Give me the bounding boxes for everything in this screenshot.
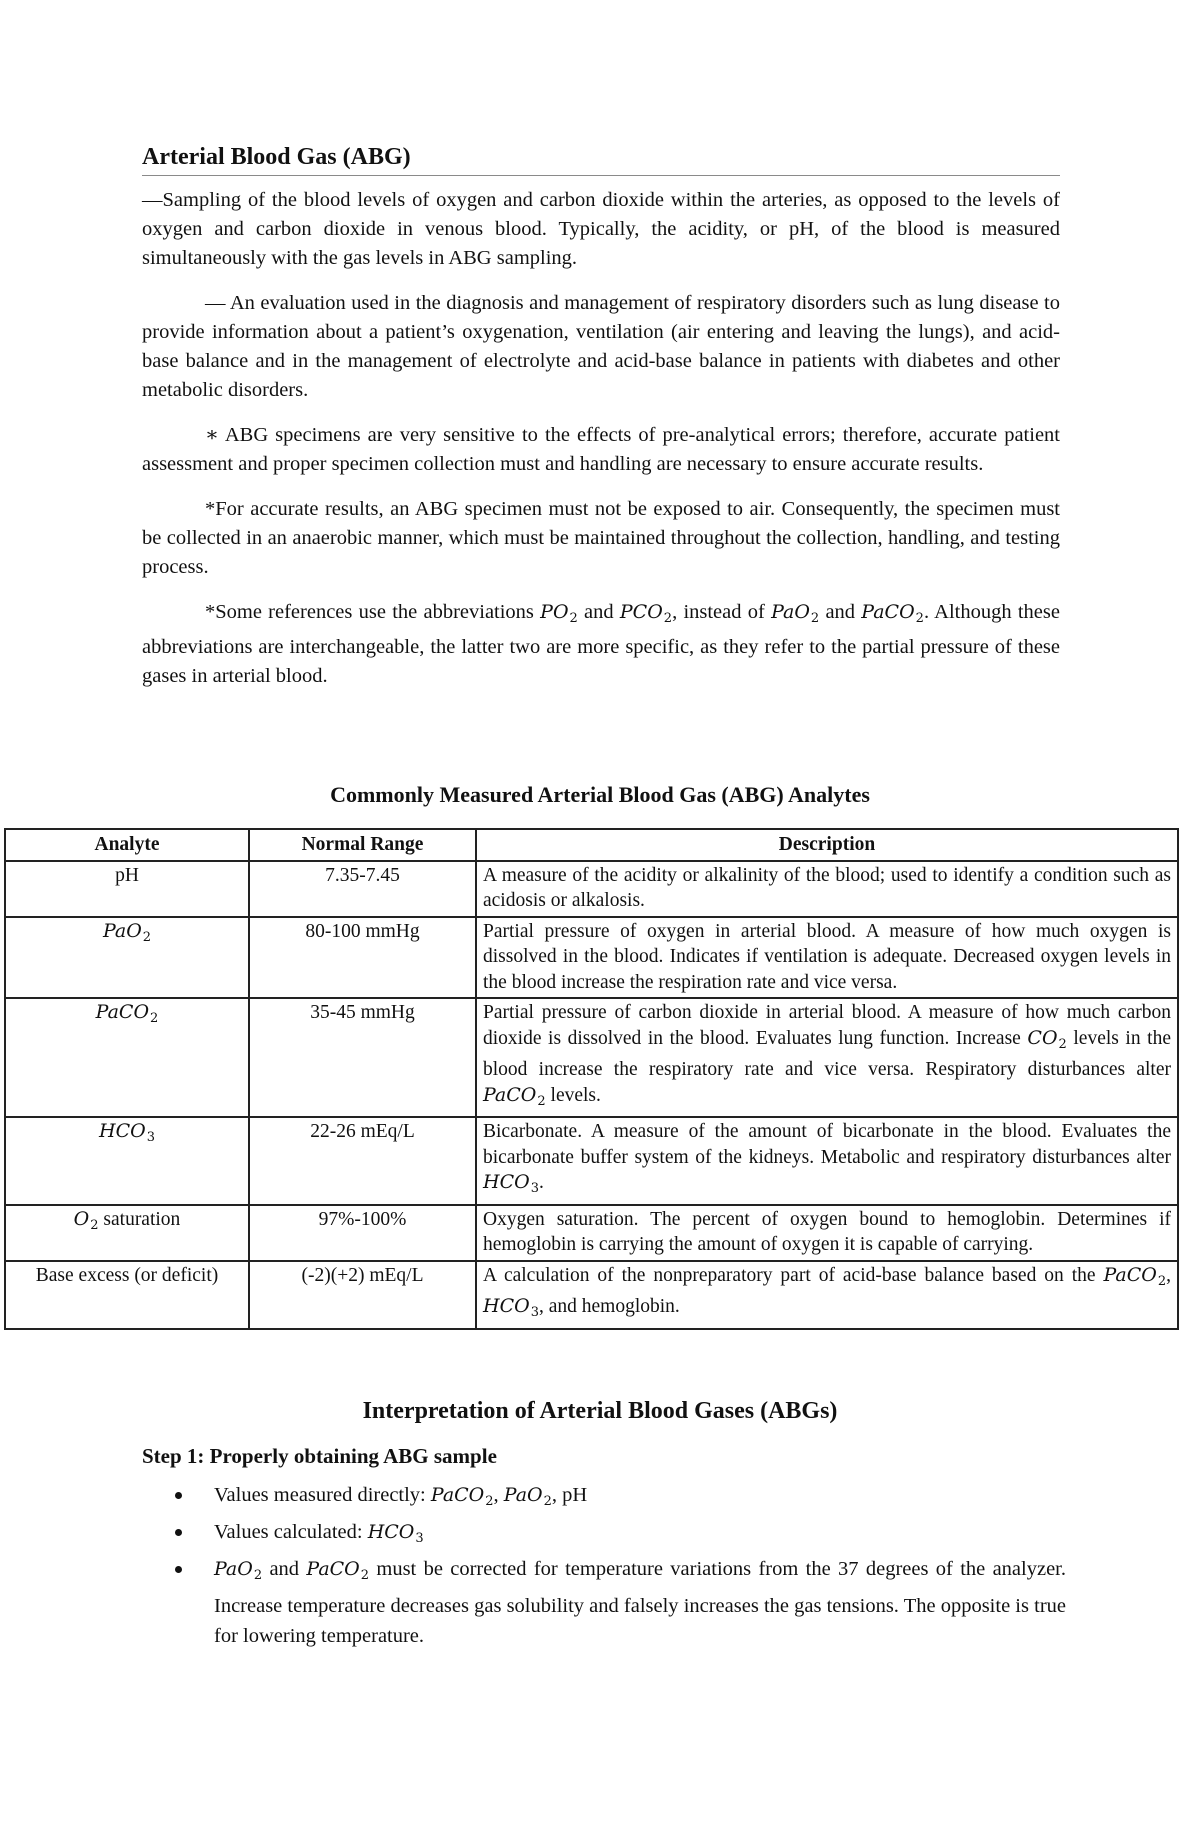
abg-analytes-table: [4, 828, 1179, 1330]
analyte-cell: pH: [5, 861, 249, 917]
description-cell: A measure of the acidity or alkalinity of the blood; used to identify a condition such as acidosis or alkalosis.: [476, 861, 1178, 917]
description-cell: Oxygen saturation. The percent of oxygen bound to hemoglobin. Determines if hemoglobin is carrying the amount of oxygen it is capable of carrying.: [476, 1205, 1178, 1261]
table-row: [5, 1261, 1178, 1329]
table-row: [5, 861, 1178, 917]
description-cell: Bicarbonate. A measure of the amount of bicarbonate in the blood. Evaluates the bicarbonate buffer system of the kidneys. Metabolic and respiratory disturbances alter $HCO_3$.: [476, 1117, 1178, 1205]
abg-section: [142, 142, 1060, 707]
step-1-title: Step 1: Properly obtaining ABG sample: [142, 1444, 497, 1468]
range-cell: 80-100 mmHg: [249, 917, 476, 999]
table-title: Commonly Measured Arterial Blood Gas (ABG) Analytes: [330, 782, 870, 807]
description-cell: A calculation of the nonpreparatory part of acid-base balance based on the PaCO$_2$, $HCO_3$, and hemoglobin.: [476, 1261, 1178, 1329]
interpretation-title: Interpretation of Arterial Blood Gases (ABGs): [362, 1398, 838, 1424]
range-cell: 97%-100%: [249, 1205, 476, 1261]
analyte-cell: PaCO$_2$: [5, 998, 249, 1117]
table-row: [5, 998, 1178, 1117]
analyte-cell: Base excess (or deficit): [5, 1261, 249, 1329]
header-description: Description: [476, 829, 1178, 861]
bullet-icon: [175, 1529, 182, 1536]
analyte-cell: PaO$_2$: [5, 917, 249, 999]
table-header-row: [5, 829, 1178, 861]
table-row: [5, 1117, 1178, 1205]
bullet-icon: [175, 1566, 182, 1573]
list-item: Values measured directly: PaCO$_2$, PaO$_2$, pH: [142, 1480, 1066, 1517]
paragraph-anaerobic-note: *For accurate results, an ABG specimen must not be exposed to air. Consequently, the specimen must be collected in an anaerobic manner, which must be maintained throughout the collection, handling, and testing process.: [142, 498, 1060, 578]
header-normal-range: Normal Range: [249, 829, 476, 861]
paragraph-abbreviations-note: *Some references use the abbreviations $PO_2$ and $PCO_2$, instead of PaO$_2$ and PaCO$_2$. Although these abbreviations are interchangeable, the latter two are more specific, as they refer to the partial pressure of these gases in arterial blood.: [142, 601, 1060, 687]
analyte-cell: $HCO_3$: [5, 1117, 249, 1205]
analyte-cell: $O_2$ saturation: [5, 1205, 249, 1261]
section-title: Arterial Blood Gas (ABG): [142, 142, 1060, 176]
paragraph-preanalytical-note: ∗ ABG specimens are very sensitive to the effects of pre-analytical errors; therefore, accurate patient assessment and proper specimen collection must and handling are necessary to ensure accurate results.: [142, 424, 1060, 475]
header-analyte: Analyte: [5, 829, 249, 861]
paragraph-definition: —Sampling of the blood levels of oxygen and carbon dioxide within the arteries, as opposed to the levels of oxygen and carbon dioxide in venous blood. Typically, the acidity, or pH, of the blood is measured simultaneously with the gas levels in ABG sampling.: [142, 189, 1060, 269]
formula-pco2: $PCO_2$: [619, 601, 673, 626]
table-row: [5, 917, 1178, 999]
step-1-bullet-list: [142, 1480, 1066, 1651]
list-item: Values calculated: $HCO_3$: [142, 1517, 1066, 1554]
range-cell: (-2)(+2) mEq/L: [249, 1261, 476, 1329]
paragraph-evaluation: — An evaluation used in the diagnosis and management of respiratory disorders such as lung disease to provide information about a patient’s oxygenation, ventilation (air entering and leaving the lungs), and acid- base balance and in the management of electrolyte and acid-base balance in patients with diabetes and other metabolic disorders.: [142, 292, 1060, 401]
description-cell: Partial pressure of oxygen in arterial blood. A measure of how much oxygen is dissolved in the blood. Indicates if ventilation is adequate. Decreased oxygen levels in the blood increase the respiration rate and vice versa.: [476, 917, 1178, 999]
range-cell: 35-45 mmHg: [249, 998, 476, 1117]
range-cell: 7.35-7.45: [249, 861, 476, 917]
description-cell: Partial pressure of carbon dioxide in arterial blood. A measure of how much carbon dioxide is dissolved in the blood. Evaluates lung function. Increase $CO_2$ levels in the blood increase the respiratory rate and vice versa. Respiratory disturbances alter PaCO$_2$ levels.: [476, 998, 1178, 1117]
list-item: PaO$_2$ and PaCO$_2$ must be corrected for temperature variations from the 37 degrees of the analyzer. Increase temperature decreases gas solubility and falsely increases the gas tensions. The opposite is true for lowering temperature.: [142, 1554, 1066, 1651]
range-cell: 22-26 mEq/L: [249, 1117, 476, 1205]
formula-po2: $PO_2$: [540, 601, 578, 626]
formula-paco2: PaCO$_2$: [861, 601, 924, 626]
table-row: [5, 1205, 1178, 1261]
bullet-icon: [175, 1492, 182, 1499]
formula-pao2: PaO$_2$: [771, 601, 820, 626]
